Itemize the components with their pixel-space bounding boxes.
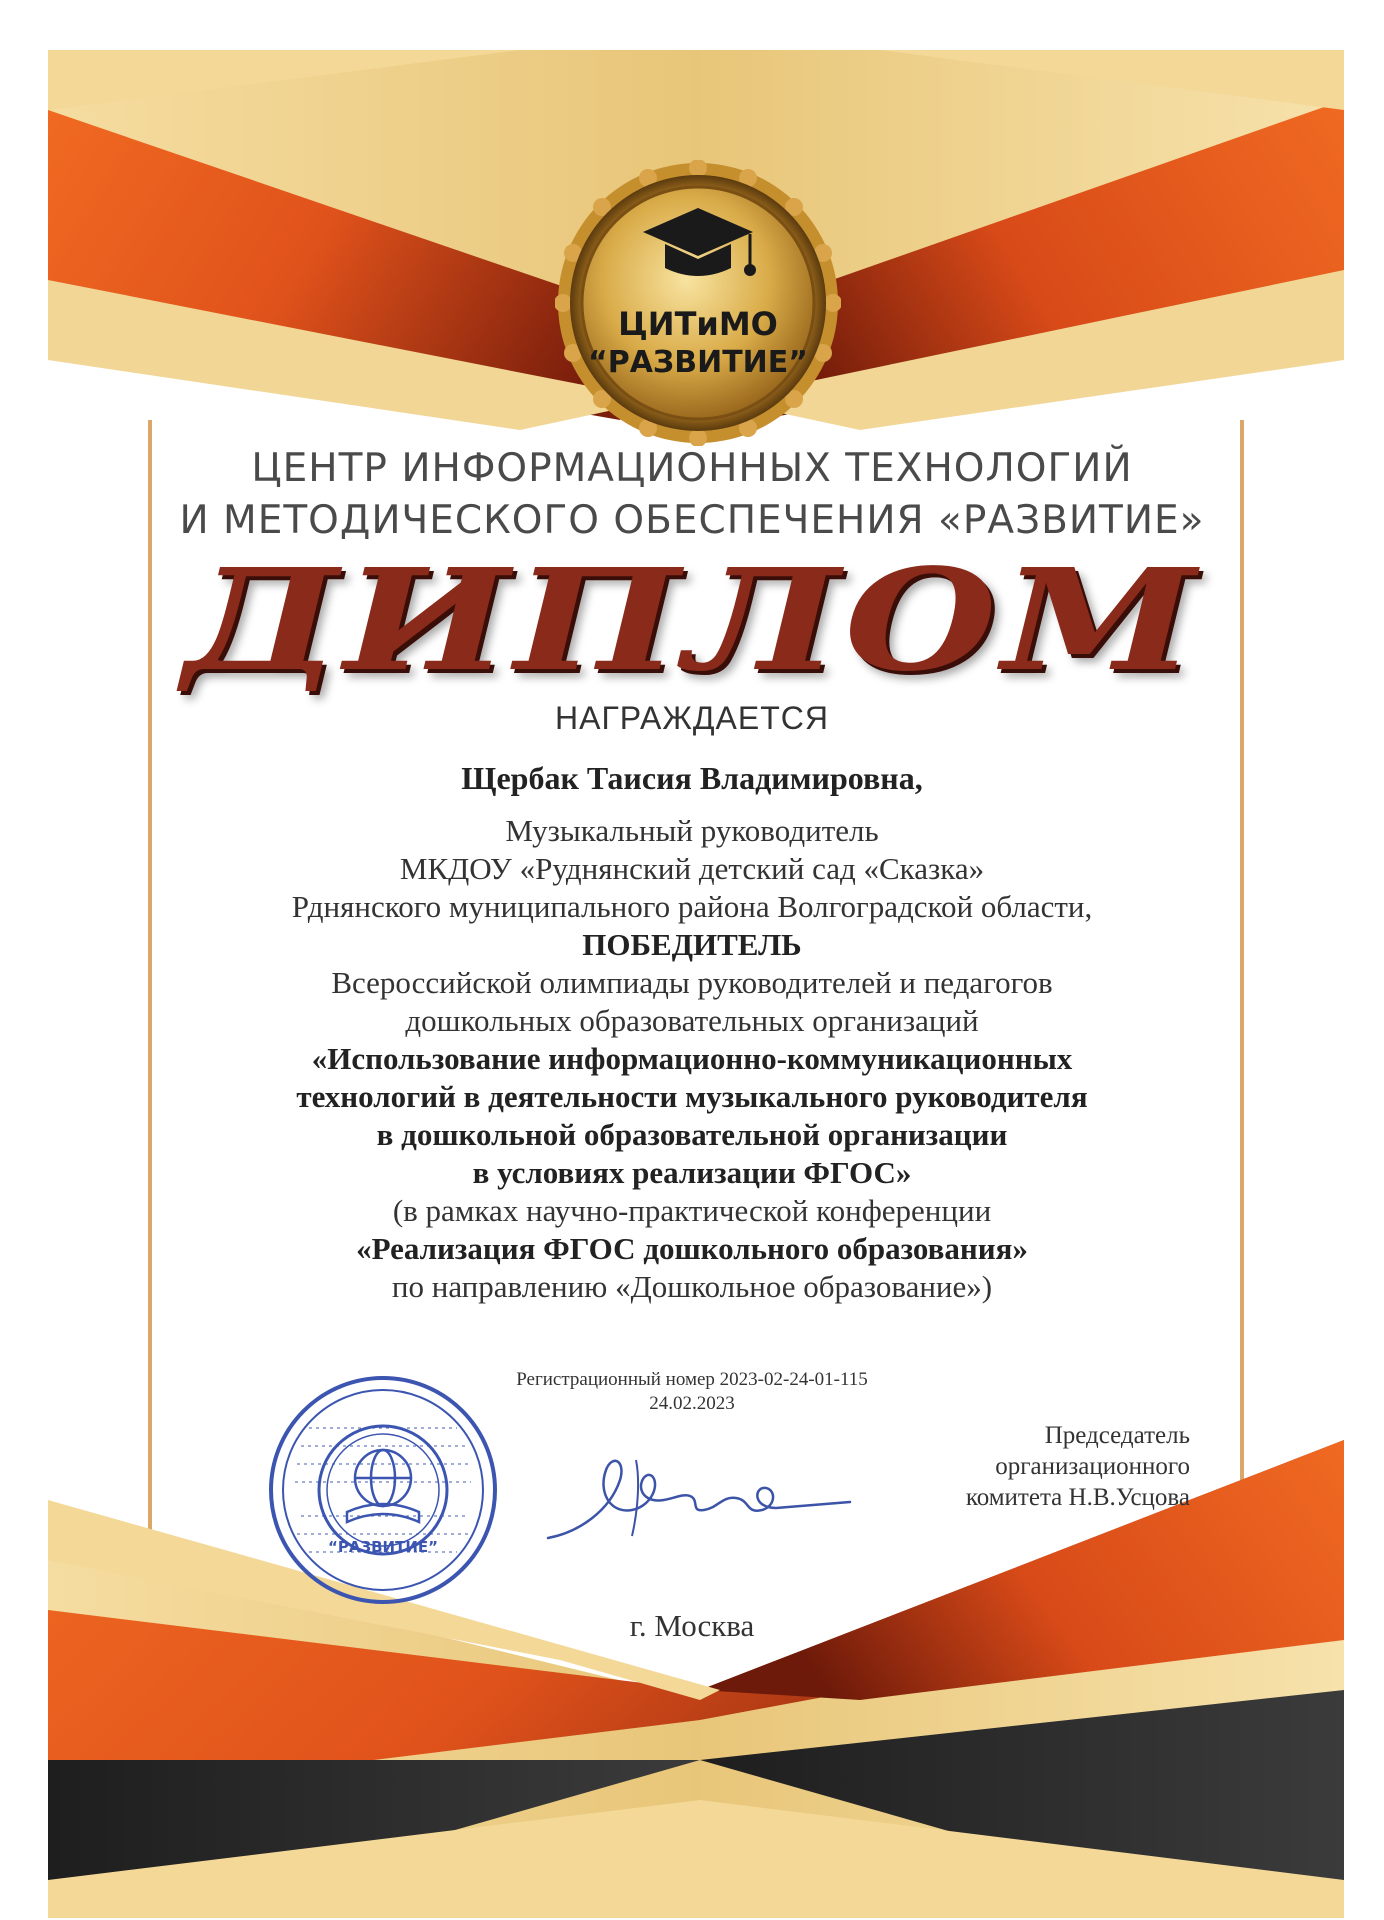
topic-line2: технологий в деятельности музыкального руководителя xyxy=(296,1079,1088,1114)
recipient-region: Рднянского муниципального района Волгоградской области, xyxy=(291,889,1093,924)
organization-line1: ЦЕНТР ИНФОРМАЦИОННЫХ ТЕХНОЛОГИЙ xyxy=(251,446,1133,491)
topic-line1: «Использование информационно-коммуникационных xyxy=(311,1041,1073,1076)
registration-info xyxy=(0,1368,1384,1416)
topic-line3: в дошкольной образовательной организации xyxy=(376,1117,1008,1152)
conference-line3: по направлению «Дошкольное образование») xyxy=(391,1269,993,1304)
stamp-center-text: “РАЗВИТИЕ” xyxy=(328,1538,438,1556)
city: г. Москва xyxy=(629,1608,755,1643)
topic-line4: в условиях реализации ФГОС» xyxy=(472,1155,912,1190)
conference-line1: (в рамках научно-практической конференции xyxy=(392,1193,992,1228)
emblem-medal xyxy=(555,160,841,446)
signature xyxy=(540,1440,860,1560)
recipient-institution: МКДОУ «Руднянский детский сад «Сказка» xyxy=(399,851,985,886)
chairman-block xyxy=(890,1420,1190,1513)
awarded-label: НАГРАЖДАЕТСЯ xyxy=(555,700,829,736)
award-status: ПОБЕДИТЕЛЬ xyxy=(582,927,802,962)
chairman-line2: организационного xyxy=(995,1453,1190,1480)
organization-line2: И МЕТОДИЧЕСКОГО ОБЕСПЕЧЕНИЯ «РАЗВИТИЕ» xyxy=(179,498,1205,543)
diploma-body xyxy=(0,812,1384,1306)
conference-line2: «Реализация ФГОС дошкольного образования» xyxy=(356,1231,1028,1266)
chairman-line3: комитета Н.В.Усцова xyxy=(965,1484,1190,1511)
diploma-title: ДИПЛОМ xyxy=(183,539,1201,703)
registration-date: 24.02.2023 xyxy=(649,1393,735,1414)
recipient-name: Щербак Таисия Владимировна, xyxy=(461,760,923,796)
official-stamp xyxy=(265,1372,501,1608)
event-line2: дошкольных образовательных организаций xyxy=(405,1003,979,1038)
emblem-line2: “РАЗВИТИЕ” xyxy=(588,345,808,380)
chairman-line1: Председатель xyxy=(1044,1422,1190,1449)
recipient-position: Музыкальный руководитель xyxy=(505,813,879,848)
organization-name xyxy=(0,443,1384,547)
event-line1: Всероссийской олимпиады руководителей и педагогов xyxy=(331,965,1053,1000)
emblem-line1: ЦИТиМО xyxy=(618,305,778,343)
registration-number: Регистрационный номер 2023-02-24-01-115 xyxy=(516,1369,868,1390)
globe-book-icon xyxy=(347,1450,419,1522)
